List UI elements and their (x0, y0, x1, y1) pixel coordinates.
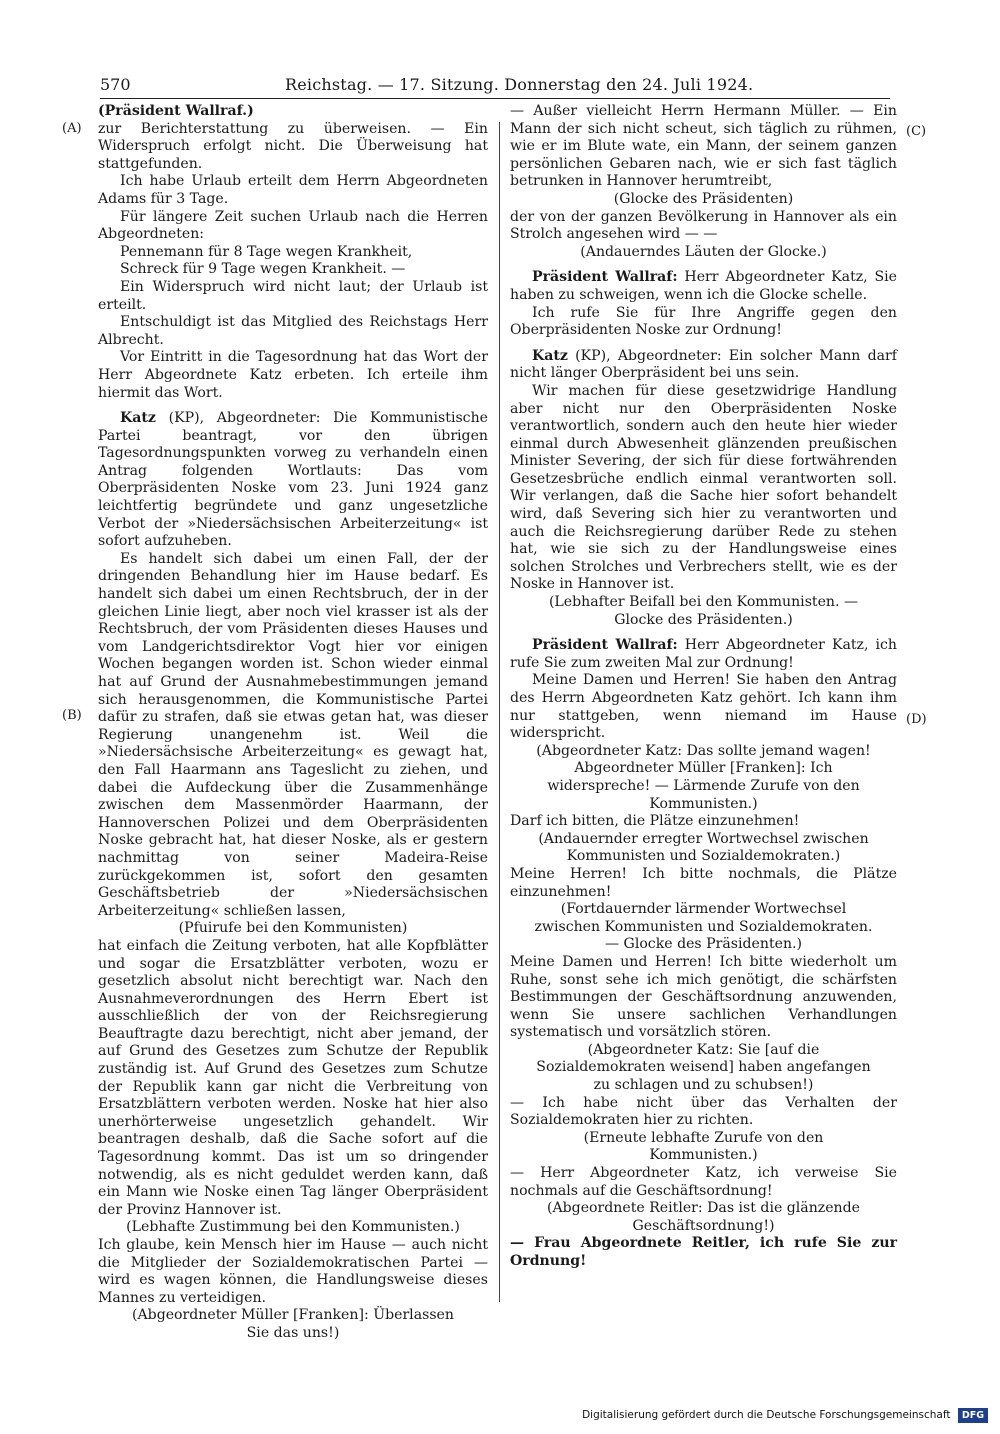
paragraph-text: Für längere Zeit suchen Urlaub nach die Herren Abgeordneten: (98, 208, 488, 243)
paragraph-text: (Lebhafter Beifall bei den Kommunisten. — Glocke des Präsidenten.) (548, 594, 859, 628)
paragraph-text: (Abgeordneter Müller [Franken]: Überlassen Sie das uns!) (132, 1307, 454, 1341)
interjection (510, 191, 897, 209)
paragraph-text: Meine Herren! Ich bitte nochmals, die Plätze einzunehmen! (510, 865, 897, 900)
interjection (510, 594, 897, 629)
paragraph-text: (Andauerndes Läuten der Glocke.) (580, 243, 827, 260)
speaker-name: Katz (120, 410, 156, 427)
paragraph (98, 261, 488, 279)
paragraph (98, 279, 488, 314)
paragraph-text: Ein Widerspruch wird nicht laut; der Urlaub ist erteilt. (98, 278, 488, 313)
interjection (510, 831, 897, 866)
paragraph (510, 1235, 897, 1270)
paragraph (510, 866, 897, 901)
paragraph (98, 209, 488, 244)
paragraph-text: der von der ganzen Bevölkerung in Hannover als ein Strolch angesehen wird — — (510, 208, 897, 243)
speaker-name: (Präsident Wallraf.) (98, 103, 254, 119)
margin-marker-a: (A) (62, 121, 82, 136)
paragraph (510, 1165, 897, 1200)
paragraph (98, 551, 488, 920)
interjection (98, 1307, 488, 1342)
paragraph (98, 938, 488, 1220)
paragraph (98, 244, 488, 262)
speaker-name: Katz (532, 347, 568, 364)
interjection (510, 1200, 897, 1235)
paragraph-text: (Abgeordnete Reitler: Das ist die glänzende Geschäftsordnung!) (546, 1200, 860, 1234)
paragraph-text: — Außer vielleicht Herrn Hermann Müller. — Ein Mann der sich nicht scheut, sich täglich zu rühmen, wie er im Blute wate, ein Mann, der seinem ganzen persönlichen Gebaren nach, wie er sich fast täglich betrunken in Hannover herumtreibt, (510, 103, 897, 190)
paragraph-text: Meine Damen und Herren! Ich bitte wiederholt um Ruhe, sonst sehe ich mich genötigt, die schärfsten Bestimmungen der Geschäftsordnung anzuwenden, wenn Sie unsere sachlichen Verhandlungen systematisch und vorsätzlich stören. (510, 953, 897, 1041)
interjection (510, 901, 897, 954)
footer-text: Digitalisierung gefördert durch die Deutsche Forschungsgemeinschaft (582, 1409, 951, 1421)
paragraph (510, 383, 897, 594)
interjection (510, 1042, 897, 1095)
paragraph (98, 103, 488, 121)
paragraph-text: hat einfach die Zeitung verboten, hat alle Kopfblätter und sogar die Ersatzblätter verboten, wozu er gesetzlich absolut nicht berechtigt war. Nach den Ausnahmeverordnungen des Herrn Ebert ist ausschließlich der von der Reichsregierung Beauftragte dazu berechtigt, nicht aber jemand, der auf Grund des Gesetzes zum Schutze der Republik zuständig ist. Auf Grund des Gesetzes zum Schutze der Republik kann gar nicht die Verbreitung von Ersatzblättern verboten werden. Noske hat hier also unerhörterweise ungesetzlich gehandelt. Wir beantragen deshalb, daß die Sache sofort auf die Tagesordnung kommt. Das ist um so dringender notwendig, als es nicht geduldet werden kann, daß ein Mann wie Noske einen Tag länger Oberpräsident der Provinz Hannover ist. (98, 937, 488, 1218)
paragraph (510, 305, 897, 340)
margin-marker-b: (B) (62, 708, 82, 723)
paragraph (98, 349, 488, 402)
interjection (510, 743, 897, 813)
right-column (510, 103, 897, 1271)
paragraph (98, 314, 488, 349)
column-divider (499, 122, 500, 1302)
paragraph-text: (KP), Abgeordneter: Die Kommunistische Partei beantragt, vor den übrigen Tagesordnungspunkten vorweg zu verhandeln einen Antrag folgenden Wortlauts: Das vom Oberpräsidenten Noske vom 23. Juni 1924 ganz leichtfertig begründete und ganz ungesetzliche Verbot der »Niedersächsischen Arbeiterzeitung« ist sofort aufzuheben. (98, 410, 488, 550)
paragraph-text: Ich rufe Sie für Ihre Angriffe gegen den Oberpräsidenten Noske zur Ordnung! (510, 304, 897, 339)
footer-credit (582, 1406, 988, 1424)
margin-marker-c: (C) (906, 124, 927, 139)
paragraph-text: Wir machen für diese gesetzwidrige Handlung aber nicht nur den Oberpräsidenten Noske verantwortlich, sondern auch den heute hier wieder einmal durch Abwesenheit glänzenden preußischen Minister Severing, der sich für diese fortwährenden Gesetzesbrüche endlich einmal verantworten soll. Wir verlangen, daß die Sache hier sofort behandelt wird, daß Severing sich hier zu verantworten und auch die Reichsregierung darüber Rede zu stehen hat, wie sie sich zu der Handlungsweise eines solchen Strolches und Verbrechers stellt, wie es der Noske in Hannover ist. (510, 382, 897, 593)
paragraph (98, 1237, 488, 1307)
paragraph (98, 173, 488, 208)
running-header (100, 72, 890, 99)
speaker-name: Präsident Wallraf: (532, 637, 678, 654)
interjection (510, 1130, 897, 1165)
dfg-logo: DFG (958, 1408, 988, 1423)
paragraph-text: (Pfuirufe bei den Kommunisten) (178, 920, 408, 937)
paragraph (510, 103, 897, 191)
paragraph-text: Herr Abgeordneter Katz, ich rufe Sie zum zweiten Mal zur Ordnung! (510, 637, 897, 671)
paragraph-text: — Ich habe nicht über das Verhalten der Sozialdemokraten hier zu richten. (510, 1094, 897, 1129)
paragraph (510, 672, 897, 742)
paragraph-text: Darf ich bitten, die Plätze einzunehmen! (510, 813, 800, 830)
running-title: Reichstag. — 17. Sitzung. Donnerstag den 24. Juli 1924. (285, 75, 754, 94)
paragraph-text: Vor Eintritt in die Tagesordnung hat das Wort der Herr Abgeordnete Katz erbeten. Ich erteile ihm hiermit das Wort. (98, 349, 488, 401)
left-column (98, 103, 488, 1343)
paragraph-text: Meine Damen und Herren! Sie haben den Antrag des Herrn Abgeordneten Katz gehört. Ich kann ihm nur stattgeben, wenn niemand im Hause widerspricht. (510, 672, 897, 742)
paragraph-text: (Glocke des Präsidenten) (613, 190, 794, 207)
paragraph-text: Es handelt sich dabei um einen Fall, der der dringenden Behandlung hier im Hause bedarf. Es handelt sich dabei um einen Rechtsbruch, der in der gleichen Linie liegt, aber noch viel krasser ist als der Rechtsbruch, der vom Präsidenten dieses Hauses und vom Landgerichtsdirektor Vogt hier vor einigen Wochen begangen worden ist. Schon wieder einmal hat auf Grund der Ausnahmebestimmungen jemand sich herausgenommen, die Kommunistische Partei dafür zu strafen, daß sie etwas getan hat, was dieser Regierung unangenehm ist. Weil die »Niedersächsische Arbeiterzeitung« es gewagt hat, den Fall Haarmann ans Tageslicht zu ziehen, und dabei die Aufdeckung über die Zusammenhänge zwischen dem Massenmörder Haarmann, der Hannoverschen Polizei und dem Oberpräsidenten Noske gebracht hat, hat dieser Noske, als er gestern nachmittag von seiner Madeira-Reise zurückgekommen ist, sofort den gesamten Geschäftsbetrieb der »Niedersächsischen Arbeiterzeitung« schließen lassen, (98, 550, 488, 919)
interjection (510, 244, 897, 262)
speaker-name: Präsident Wallraf: (532, 269, 678, 286)
paragraph-text: Schreck für 9 Tage wegen Krankheit. — (120, 261, 406, 278)
paragraph-text: (Abgeordneter Katz: Sie [auf die Sozialdemokraten weisend] haben angefangen zu schlagen und zu schubsen!) (536, 1041, 871, 1094)
paragraph-text: (Fortdauernder lärmender Wortwechsel zwischen Kommunisten und Sozialdemokraten. — Glocke des Präsidenten.) (534, 901, 873, 953)
paragraph-text: Ich habe Urlaub erteilt dem Herrn Abgeordneten Adams für 3 Tage. (98, 173, 488, 207)
interjection (98, 1219, 488, 1237)
interjection (98, 920, 488, 938)
paragraph (510, 1095, 897, 1130)
paragraph (98, 121, 488, 174)
paragraph-text: Ich glaube, kein Mensch hier im Hause — auch nicht die Mitglieder der Sozialdemokratischen Partei — wird es wagen können, die Handlungsweise dieses Mannes zu verteidigen. (98, 1237, 488, 1306)
page-number: 570 (100, 75, 131, 94)
paragraph (510, 637, 897, 672)
paragraph-text: (Abgeordneter Katz: Das sollte jemand wagen! Abgeordneter Müller [Franken]: Ich widerspreche! — Lärmende Zurufe von den Kommunisten.) (536, 742, 871, 812)
paragraph-text: Herr Abgeordneter Katz, Sie haben zu schweigen, wenn ich die Glocke schelle. (510, 269, 897, 303)
paragraph-text: Entschuldigt ist das Mitglied des Reichstags Herr Albrecht. (98, 314, 488, 348)
paragraph-text: zur Berichterstattung zu überweisen. — Ein Widerspruch erfolgt nicht. Die Überweisung hat stattgefunden. (98, 120, 488, 172)
paragraph-text: (KP), Abgeordneter: Ein solcher Mann darf nicht länger Oberpräsident bei uns sein. (510, 347, 897, 382)
paragraph-text: (Andauernder erregter Wortwechsel zwischen Kommunisten und Sozialdemokraten.) (538, 830, 869, 865)
speaker-name: — Frau Abgeordnete Reitler, ich rufe Sie zur Ordnung! (510, 1235, 897, 1269)
paragraph (510, 813, 897, 831)
paragraph-text: — Herr Abgeordneter Katz, ich verweise Sie nochmals auf die Geschäftsordnung! (510, 1165, 897, 1199)
margin-marker-d: (D) (906, 712, 927, 727)
paragraph (510, 954, 897, 1042)
paragraph-text: (Lebhafte Zustimmung bei den Kommunisten.) (126, 1219, 460, 1236)
paragraph-text: Pennemann für 8 Tage wegen Krankheit, (120, 243, 413, 260)
paragraph (510, 269, 897, 304)
paragraph (98, 410, 488, 551)
paragraph-text: (Erneute lebhafte Zurufe von den Kommunisten.) (583, 1129, 824, 1164)
paragraph (510, 348, 897, 383)
paragraph (510, 209, 897, 244)
